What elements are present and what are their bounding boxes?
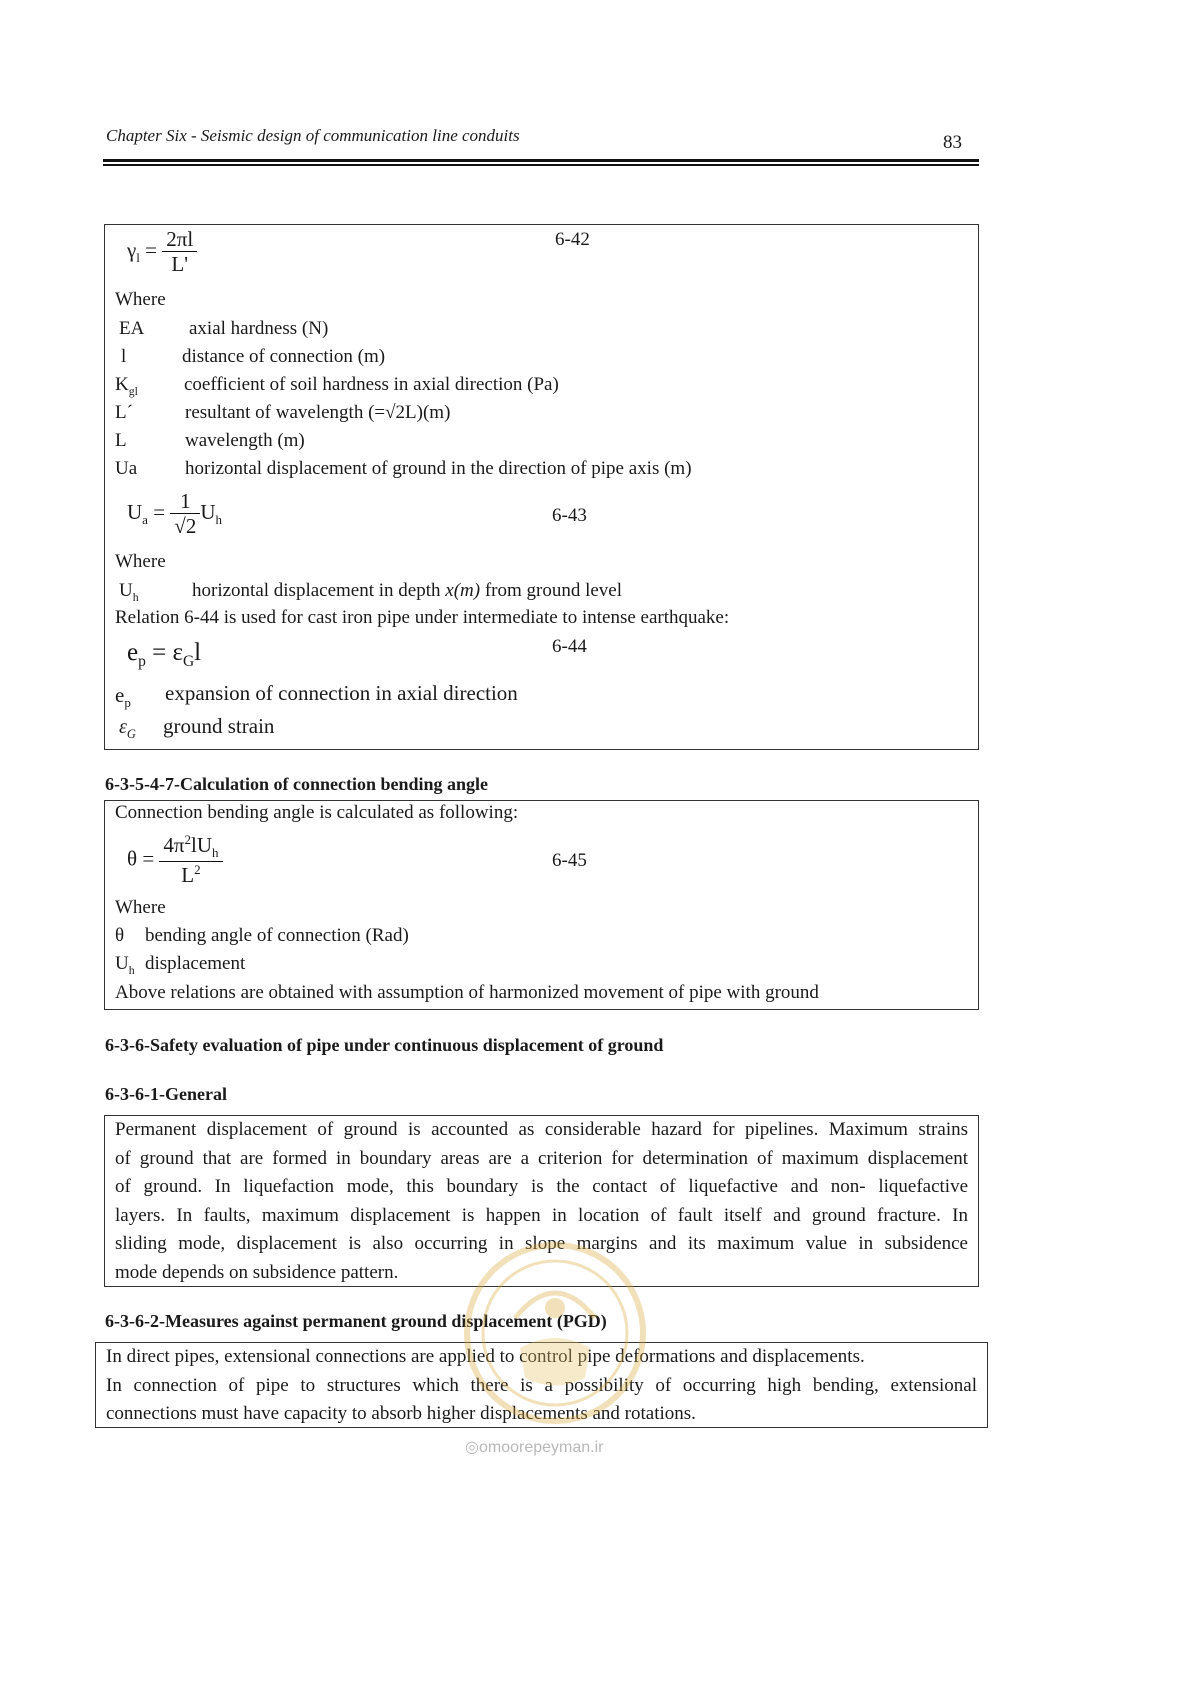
globe-icon: ◎ [465, 1439, 479, 1456]
def-symbol-main: U [119, 580, 133, 601]
section-heading: 6-3-6-1-General [105, 1084, 227, 1104]
eq-symbol: l [194, 639, 202, 666]
where-label: Where [115, 289, 166, 310]
fraction [159, 833, 222, 888]
paragraph-line: sliding mode, displacement is also occurring in slope margins and its maximum value in subsidence [115, 1233, 968, 1254]
def-symbol-main: K [115, 374, 129, 395]
eq-part: L [181, 863, 195, 888]
equation-6-45 [127, 833, 223, 888]
paragraph-line: of ground. In liquefaction mode, this boundary is the contact of liquefactive and non- liquefactive [115, 1176, 968, 1197]
watermark-url-text: omoorepeyman.ir [478, 1439, 604, 1456]
def-text: coefficient of soil hardness in axial direction (Pa) [184, 374, 559, 395]
equation-number: 6-45 [552, 850, 587, 871]
def-text: axial hardness (N) [189, 318, 329, 339]
def-symbol-sub: h [128, 963, 135, 977]
section-heading: 6-3-5-4-7-Calculation of connection bending angle [105, 774, 489, 794]
intro-text: Connection bending angle is calculated as following: [115, 802, 519, 823]
eq-symbol: θ [127, 846, 138, 871]
def-text: resultant of wavelength (=√2L)(m) [185, 402, 451, 423]
def-symbol-sub: gl [128, 384, 138, 398]
watermark-url [465, 1437, 603, 1457]
equation-6-42 [127, 227, 197, 277]
def-text-italic: x(m) [445, 580, 481, 601]
equals-sign: = [142, 846, 155, 871]
equation-box-2 [104, 800, 979, 1010]
paragraph-line: connections must have capacity to absorb higher displacements and rotations. [106, 1403, 696, 1424]
where-label: Where [115, 551, 166, 572]
def-symbol: Ua [115, 458, 138, 479]
eq-symbol: U [127, 499, 143, 524]
denominator [159, 862, 222, 888]
eq-superscript: 2 [194, 862, 201, 878]
def-symbol-main: e [115, 683, 125, 707]
equation-box-1 [104, 224, 979, 750]
def-text: distance of connection (m) [182, 346, 386, 367]
equals-sign: = [145, 237, 157, 262]
eq-part: lU [191, 833, 213, 857]
eq-symbol: γ [127, 237, 137, 262]
page-number: 83 [943, 132, 962, 153]
equals-sign: = [153, 499, 166, 524]
eq-part: 4π [163, 833, 185, 857]
denominator: L' [171, 252, 189, 277]
paragraph-line: of ground that are formed in boundary areas are a criterion for determination of maximum displacement [115, 1147, 968, 1169]
eq-subscript: a [142, 512, 148, 528]
eq-superscript: 2 [184, 832, 192, 847]
paragraph-line: mode depends on subsidence pattern. [115, 1261, 399, 1283]
eq-symbol: ε [172, 639, 183, 666]
eq-symbol: e [127, 639, 139, 666]
def-symbol: EA [119, 318, 145, 339]
equation-number: 6-42 [555, 229, 590, 250]
def-symbol-sub: h [132, 590, 139, 604]
equation-6-43 [127, 489, 222, 539]
def-symbol: L [115, 430, 127, 451]
eq-subscript: h [215, 512, 223, 528]
def-text: ground strain [163, 714, 275, 738]
header-rule [103, 159, 979, 162]
def-text: wavelength (m) [185, 430, 305, 451]
def-symbol: l [121, 346, 127, 367]
fraction [162, 227, 197, 277]
def-text: expansion of connection in axial direction [165, 681, 518, 705]
def-symbol [115, 683, 131, 711]
paragraph-line: In direct pipes, extensional connections are applied to control pipe deformations and displacements. [106, 1346, 865, 1367]
equals-sign: = [152, 639, 167, 666]
def-symbol-sub: G [126, 727, 136, 741]
header-rule-thin [103, 164, 979, 166]
def-symbol [115, 374, 138, 399]
note-text: Above relations are obtained with assumption of harmonized movement of pipe with ground [115, 982, 819, 1003]
def-symbol [119, 715, 136, 742]
def-text: bending angle of connection (Rad) [145, 925, 409, 946]
numerator [159, 833, 222, 862]
section-heading: 6-3-6-2-Measures against permanent ground displacement (PGD) [105, 1311, 607, 1331]
denominator: √2 [174, 514, 197, 539]
paragraph-line: layers. In faults, maximum displacement is happen in location of fault itself and ground fracture. In [115, 1204, 968, 1226]
publisher-seal-icon [460, 1238, 650, 1428]
where-label: Where [115, 897, 166, 918]
relation-text: Relation 6-44 is used for cast iron pipe under intermediate to intense earthquake: [115, 607, 730, 628]
eq-subscript: l [136, 250, 140, 266]
section-heading: 6-3-6-Safety evaluation of pipe under continuous displacement of ground [105, 1035, 664, 1055]
def-symbol [115, 953, 135, 978]
chapter-title: Chapter Six - Seismic design of communication line conduits [106, 126, 520, 145]
paragraph-line: Permanent displacement of ground is accounted as considerable hazard for pipelines. Maximum strains [115, 1119, 968, 1140]
def-text: horizontal displacement of ground in the direction of pipe axis (m) [185, 458, 692, 479]
equation-number: 6-43 [552, 505, 587, 526]
def-text: displacement [145, 953, 246, 974]
eq-subscript: h [212, 845, 219, 861]
eq-subscript: G [182, 653, 195, 670]
equation-number: 6-44 [552, 636, 587, 657]
def-text [192, 580, 622, 603]
def-symbol: θ [115, 925, 125, 946]
eq-symbol: U [200, 499, 216, 524]
equation-6-44 [127, 638, 201, 672]
fraction [170, 489, 200, 539]
def-symbol-main: U [115, 953, 129, 974]
def-symbol: L´ [115, 402, 133, 423]
def-text-part: horizontal displacement in depth [192, 580, 446, 601]
def-symbol-main: ε [119, 716, 127, 738]
numerator: 2πl [162, 227, 197, 252]
numerator: 1 [170, 489, 200, 514]
def-symbol [119, 580, 139, 605]
def-symbol-sub: p [124, 695, 131, 711]
eq-subscript: p [138, 653, 146, 670]
paragraph-line: In connection of pipe to structures which there is a possibility of occurring high bending, extensional [106, 1374, 977, 1396]
def-text-part: from ground level [480, 580, 623, 601]
